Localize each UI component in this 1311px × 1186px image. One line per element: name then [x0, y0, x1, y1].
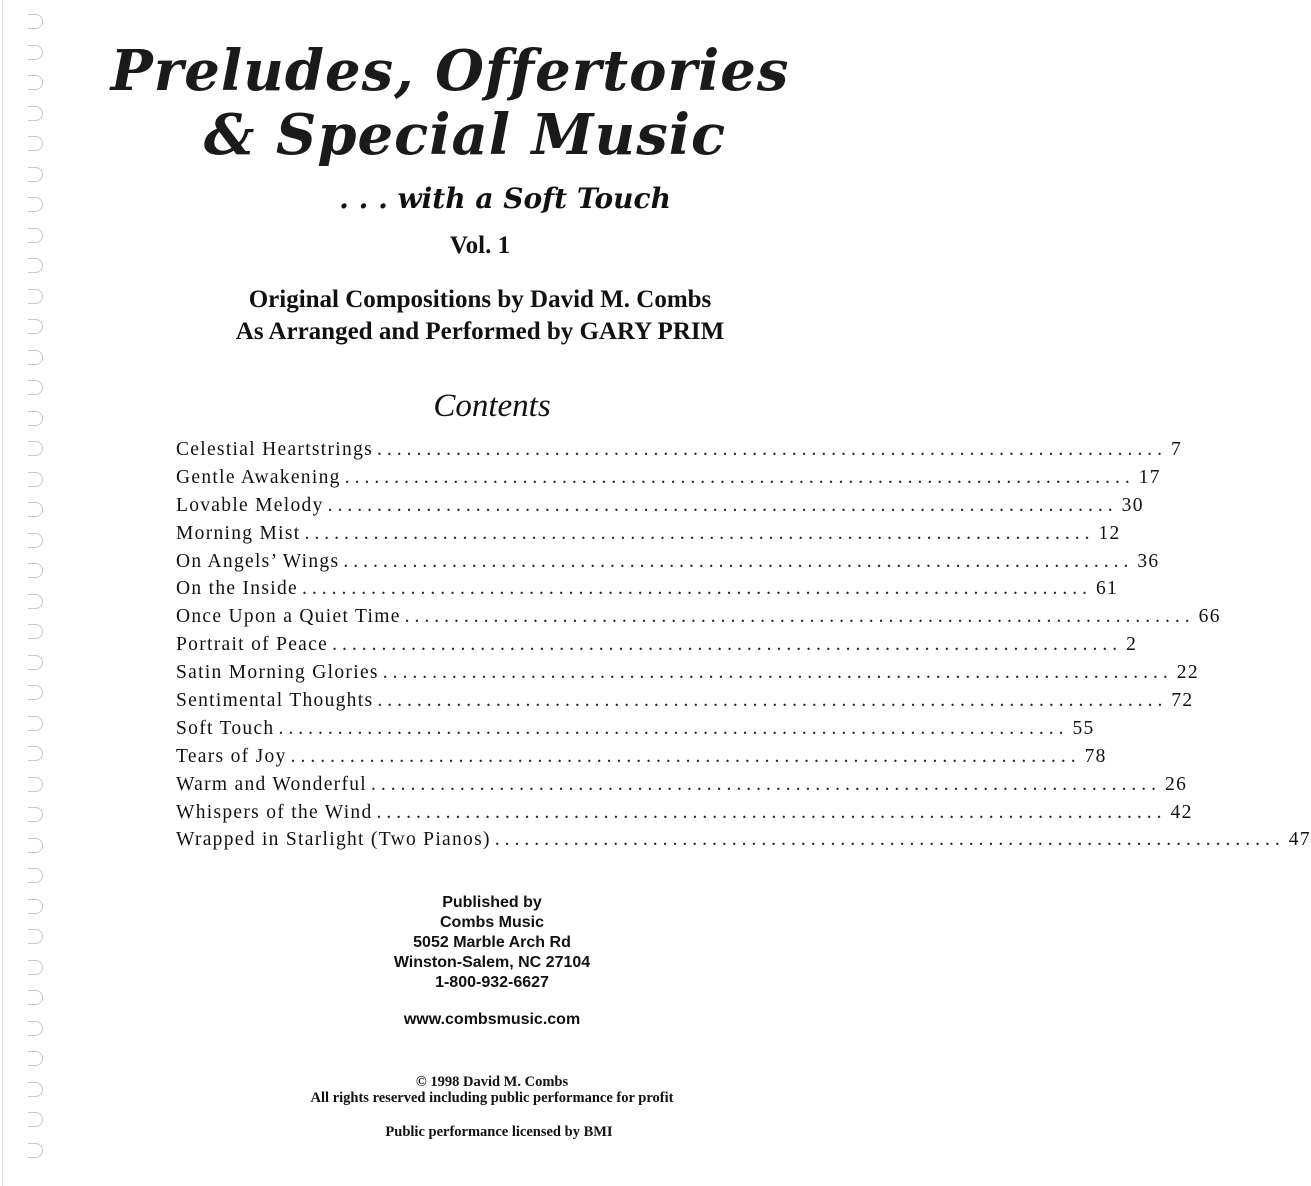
toc-entry-title: Soft Touch	[176, 717, 275, 739]
toc-entry-page: 42	[1170, 801, 1193, 823]
publisher-website: www.combsmusic.com	[403, 1011, 581, 1028]
binding-ring	[28, 441, 43, 456]
binding-ring	[28, 838, 43, 853]
toc-dot-leader: ................................................................................	[376, 801, 1167, 823]
binding-ring	[28, 807, 43, 822]
toc-dot-leader: ................................................................................	[371, 773, 1162, 795]
toc-entry-title: Celestial Heartstrings	[176, 439, 374, 460]
binding-ring	[28, 563, 43, 578]
publisher-block	[0, 893, 900, 993]
binding-ring	[28, 746, 43, 761]
toc-entry	[176, 548, 1160, 576]
toc-entry	[176, 743, 1107, 771]
toc-dot-leader: ................................................................................	[327, 494, 1118, 516]
toc-entry-page: 26	[1165, 773, 1188, 795]
toc-entry-title: Whispers of the Wind	[176, 801, 373, 823]
toc-dot-leader: ................................................................................	[377, 439, 1168, 460]
toc-dot-leader: ................................................................................	[344, 466, 1135, 488]
toc-entry-title: Morning Mist	[176, 522, 301, 544]
binding-ring	[28, 472, 43, 487]
toc-entry-title: Satin Morning Glories	[176, 662, 379, 684]
license-notice: Public performance licensed by BMI	[385, 1124, 613, 1140]
book-subtitle: . . . with a Soft Touch	[339, 182, 671, 215]
toc-entry-title: Warm and Wonderful	[176, 773, 368, 795]
publisher-city: Winston-Salem, NC 27104	[393, 954, 591, 971]
toc-entry-title: On the Inside	[176, 578, 298, 600]
toc-dot-leader: ................................................................................	[377, 690, 1168, 712]
toc-entry-page: 30	[1121, 494, 1144, 516]
binding-ring	[28, 868, 43, 883]
toc-entry-title: Gentle Awakening	[176, 466, 341, 488]
toc-entry	[176, 520, 1121, 548]
binding-ring	[28, 655, 43, 670]
binding-ring	[28, 1143, 43, 1158]
toc-entry-page: 66	[1198, 606, 1221, 628]
publisher-street: 5052 Marble Arch Rd	[413, 934, 571, 951]
toc-entry-page: 2	[1126, 634, 1138, 656]
toc-entry-page: 7	[1171, 439, 1183, 460]
binding-ring	[28, 1051, 43, 1066]
toc-entry-page: 72	[1171, 690, 1194, 712]
toc-entry-title: Once Upon a Quiet Time	[176, 606, 401, 628]
toc-entry	[176, 631, 1138, 659]
toc-entry	[176, 492, 1144, 520]
toc-entry-page: 36	[1137, 550, 1160, 572]
binding-ring	[28, 502, 43, 517]
book-title-line-1: Preludes, Offertories	[110, 38, 790, 104]
rights-notice: All rights reserved including public performance for profit	[310, 1090, 674, 1106]
copyright-notice: © 1998 David M. Combs	[415, 1074, 569, 1090]
toc-entry	[176, 436, 1183, 464]
toc-dot-leader: ................................................................................	[278, 717, 1069, 739]
book-title-line-2: & Special Music	[203, 102, 727, 168]
toc-entry-page: 61	[1095, 578, 1119, 600]
contents-heading: Contents	[433, 388, 551, 424]
publisher-name: Combs Music	[439, 914, 544, 931]
binding-ring	[28, 533, 43, 548]
toc-entry-page: 55	[1072, 717, 1095, 739]
toc-dot-leader: ................................................................................	[494, 829, 1285, 851]
binding-ring	[28, 594, 43, 609]
toc-entry	[176, 771, 1188, 799]
toc-entry	[176, 826, 1311, 854]
toc-entry-page: 78	[1084, 745, 1107, 767]
copyright-block	[0, 1074, 900, 1106]
toc-dot-leader: ................................................................................	[301, 578, 1092, 600]
toc-dot-leader: ................................................................................	[382, 662, 1173, 684]
toc-entry	[176, 799, 1193, 827]
toc-entry-title: Lovable Melody	[176, 494, 324, 516]
arranger-credit: As Arranged and Performed by GARY PRIM	[235, 318, 725, 345]
page-edge	[2, 0, 3, 1186]
toc-entry	[176, 464, 1161, 492]
toc-entry-title: On Angels’ Wings	[176, 550, 340, 572]
binding-ring	[28, 350, 43, 365]
toc-entry	[176, 575, 1119, 603]
toc-dot-leader: ................................................................................	[404, 606, 1195, 628]
table-of-contents	[176, 436, 1311, 854]
binding-ring	[28, 716, 43, 731]
binding-ring	[28, 624, 43, 639]
toc-entry-title: Portrait of Peace	[176, 634, 329, 656]
binding-ring	[28, 167, 43, 182]
toc-entry-title: Tears of Joy	[176, 745, 287, 767]
toc-dot-leader: ................................................................................	[304, 522, 1095, 544]
binding-ring	[28, 777, 43, 792]
toc-entry-page: 17	[1138, 466, 1161, 488]
toc-dot-leader: ................................................................................	[290, 745, 1081, 767]
toc-dot-leader: ................................................................................	[343, 550, 1134, 572]
composer-credit: Original Compositions by David M. Combs	[248, 286, 712, 313]
binding-ring	[28, 258, 43, 273]
toc-entry-page: 47	[1288, 829, 1311, 851]
toc-entry-page: 12	[1098, 522, 1121, 544]
toc-entry-title: Sentimental Thoughts	[176, 690, 374, 712]
published-by-label: Published by	[442, 894, 542, 911]
toc-dot-leader: ................................................................................	[332, 634, 1123, 656]
toc-entry	[176, 687, 1194, 715]
toc-entry	[176, 603, 1221, 631]
publisher-phone: 1-800-932-6627	[435, 974, 549, 991]
toc-entry-page: 22	[1176, 662, 1199, 684]
toc-entry-title: Wrapped in Starlight (Two Pianos)	[176, 829, 491, 851]
toc-entry	[176, 715, 1095, 743]
binding-ring	[28, 14, 43, 29]
volume-label: Vol. 1	[449, 232, 511, 259]
toc-entry	[176, 659, 1199, 687]
spiral-binding	[0, 0, 60, 1186]
binding-ring	[28, 685, 43, 700]
